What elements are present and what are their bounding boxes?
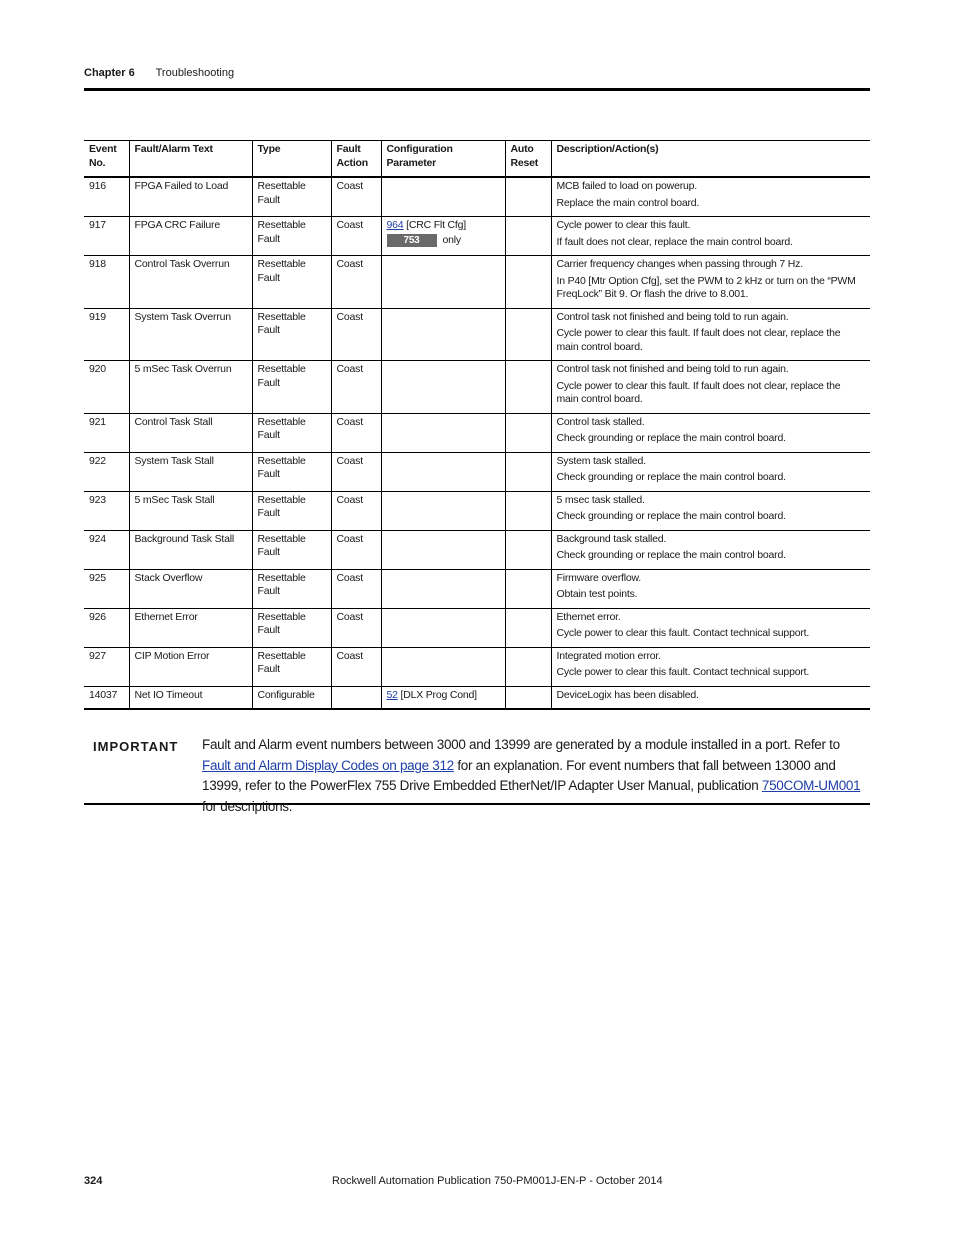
cell-config-param bbox=[381, 452, 505, 491]
desc-action: Obtain test points. bbox=[556, 588, 638, 600]
cell-fault-action: Coast bbox=[331, 256, 381, 309]
cell-type: Resettable Fault bbox=[252, 530, 331, 569]
cell-fault-text: Stack Overflow bbox=[129, 569, 252, 608]
cell-auto-reset bbox=[505, 361, 551, 414]
cell-description bbox=[551, 491, 870, 530]
desc-cause: Firmware overflow. bbox=[556, 571, 642, 584]
cell-event-no: 923 bbox=[89, 493, 106, 506]
cell-type: Configurable bbox=[252, 686, 331, 709]
cell-config-param bbox=[381, 569, 505, 608]
cell-fault-action: Coast bbox=[331, 308, 381, 361]
cell-auto-reset bbox=[505, 608, 551, 647]
col-fault-action: Fault Action bbox=[331, 141, 381, 178]
cell-type: Resettable Fault bbox=[252, 256, 331, 309]
table-row bbox=[84, 686, 870, 709]
cell-type: Resettable Fault bbox=[252, 569, 331, 608]
cell-type: Resettable Fault bbox=[252, 308, 331, 361]
cell-fault-text: System Task Overrun bbox=[129, 308, 252, 361]
cell-description bbox=[551, 452, 870, 491]
cell-type: Resettable Fault bbox=[252, 647, 331, 686]
table-row bbox=[84, 608, 870, 647]
col-type: Type bbox=[252, 141, 331, 178]
cell-description bbox=[551, 608, 870, 647]
table-row bbox=[84, 530, 870, 569]
desc-action: Check grounding or replace the main control board. bbox=[556, 432, 786, 444]
section-label: Troubleshooting bbox=[155, 67, 235, 79]
desc-action: Cycle power to clear this fault. If fault does not clear, replace the main control board. bbox=[556, 379, 841, 405]
cell-description bbox=[551, 361, 870, 414]
publication-link[interactable]: 750COM-UM001 bbox=[761, 778, 861, 793]
cell-auto-reset bbox=[505, 177, 551, 217]
cell-fault-action: Coast bbox=[331, 413, 381, 452]
cell-event-no: 926 bbox=[89, 610, 106, 623]
cell-description bbox=[551, 256, 870, 309]
col-description: Description/Action(s) bbox=[551, 141, 870, 178]
desc-cause: Control task not finished and being told to run again. bbox=[556, 310, 789, 323]
fault-alarm-codes-link[interactable]: Fault and Alarm Display Codes on page 312 bbox=[202, 757, 454, 773]
table-row bbox=[84, 413, 870, 452]
desc-cause: Integrated motion error. bbox=[556, 649, 661, 662]
cell-fault-text: Net IO Timeout bbox=[129, 686, 252, 709]
important-text-1: Fault and Alarm event numbers between 3000 and 13999 are generated by a module installed in a port. Refer to bbox=[202, 737, 840, 752]
cell-event-no: 916 bbox=[89, 180, 106, 192]
col-event-no: Event No. bbox=[89, 143, 117, 169]
cell-description bbox=[551, 569, 870, 608]
cell-fault-text: 5 mSec Task Overrun bbox=[129, 361, 252, 414]
cell-config-param bbox=[381, 308, 505, 361]
param-964-link[interactable]: 964 bbox=[386, 219, 404, 231]
cell-config-param bbox=[381, 256, 505, 309]
table-row bbox=[84, 308, 870, 361]
fault-alarm-table bbox=[84, 140, 870, 710]
table-row bbox=[84, 217, 870, 256]
col-config-param: Configuration Parameter bbox=[381, 141, 505, 178]
cell-event-no: 921 bbox=[89, 415, 106, 428]
only-label: only bbox=[442, 233, 461, 246]
desc-cause: MCB failed to load on powerup. bbox=[556, 180, 698, 192]
page-header bbox=[84, 67, 234, 79]
chapter-label: Chapter 6 bbox=[84, 67, 135, 79]
cell-fault-text: Control Task Overrun bbox=[129, 256, 252, 309]
cell-fault-action: Coast bbox=[331, 569, 381, 608]
important-text-3: for descriptions. bbox=[202, 798, 293, 814]
cell-config-param bbox=[381, 491, 505, 530]
important-label: IMPORTANT bbox=[93, 739, 179, 754]
desc-action: In P40 [Mtr Option Cfg], set the PWM to 2 kHz or turn on the “PWM FreqLock” Bit 9. Or flash the drive to 8.001. bbox=[556, 274, 856, 300]
desc-action: Replace the main control board. bbox=[556, 196, 700, 209]
cell-fault-action: Coast bbox=[331, 361, 381, 414]
cell-fault-text: 5 mSec Task Stall bbox=[129, 491, 252, 530]
cell-fault-text: FPGA CRC Failure bbox=[129, 217, 252, 256]
param-52-link[interactable]: 52 bbox=[386, 688, 398, 701]
cell-event-no: 919 bbox=[89, 310, 106, 323]
cell-fault-text: Background Task Stall bbox=[129, 530, 252, 569]
cell-fault-action: Coast bbox=[331, 177, 381, 217]
cell-type: Resettable Fault bbox=[252, 608, 331, 647]
table-row bbox=[84, 256, 870, 309]
table-row bbox=[84, 361, 870, 414]
cell-config-param bbox=[381, 413, 505, 452]
desc-cause: Cycle power to clear this fault. bbox=[556, 219, 691, 231]
desc-action: Check grounding or replace the main control board. bbox=[556, 510, 786, 522]
cell-auto-reset bbox=[505, 647, 551, 686]
desc-cause: System task stalled. bbox=[556, 454, 646, 467]
cell-event-no: 924 bbox=[89, 532, 106, 545]
col-auto-reset: Auto Reset bbox=[505, 141, 551, 178]
desc-cause: Background task stalled. bbox=[556, 532, 667, 545]
cell-description bbox=[551, 413, 870, 452]
cell-auto-reset bbox=[505, 530, 551, 569]
cell-auto-reset bbox=[505, 308, 551, 361]
table-header-row bbox=[84, 141, 870, 178]
table-row bbox=[84, 452, 870, 491]
cell-type: Resettable Fault bbox=[252, 177, 331, 217]
col-fault-text: Fault/Alarm Text bbox=[129, 141, 252, 178]
cell-fault-text: Ethernet Error bbox=[129, 608, 252, 647]
cell-auto-reset bbox=[505, 569, 551, 608]
desc-action: Check grounding or replace the main control board. bbox=[556, 471, 786, 483]
cell-fault-text: System Task Stall bbox=[129, 452, 252, 491]
cell-fault-action: Coast bbox=[331, 491, 381, 530]
page-number: 324 bbox=[84, 1175, 103, 1187]
cell-config-param bbox=[381, 530, 505, 569]
cell-description bbox=[551, 217, 870, 256]
cell-fault-action: Coast bbox=[331, 608, 381, 647]
cell-auto-reset bbox=[505, 452, 551, 491]
cell-fault-text: FPGA Failed to Load bbox=[129, 177, 252, 217]
cell-fault-action: Coast bbox=[331, 530, 381, 569]
param-name: [DLX Prog Cond] bbox=[397, 688, 477, 701]
desc-cause: 5 msec task stalled. bbox=[556, 493, 645, 506]
desc-action: Check grounding or replace the main control board. bbox=[556, 549, 786, 561]
desc-cause: Carrier frequency changes when passing through 7 Hz. bbox=[556, 258, 803, 270]
cell-config-param bbox=[381, 608, 505, 647]
cell-config-param bbox=[381, 177, 505, 217]
cell-fault-action bbox=[331, 686, 381, 709]
cell-fault-action: Coast bbox=[331, 647, 381, 686]
cell-event-no: 14037 bbox=[89, 688, 118, 701]
cell-description bbox=[551, 686, 870, 709]
cell-config-param bbox=[381, 647, 505, 686]
cell-type: Resettable Fault bbox=[252, 361, 331, 414]
cell-config-param bbox=[381, 217, 505, 256]
important-text bbox=[202, 735, 870, 817]
cell-auto-reset bbox=[505, 413, 551, 452]
cell-auto-reset bbox=[505, 217, 551, 256]
important-note bbox=[84, 733, 870, 814]
cell-event-no: 920 bbox=[89, 363, 106, 375]
desc-action: Cycle power to clear this fault. Contact technical support. bbox=[556, 666, 810, 678]
cell-event-no: 922 bbox=[89, 454, 106, 467]
desc-cause: Ethernet error. bbox=[556, 610, 621, 623]
publication-footer: Rockwell Automation Publication 750-PM001J-EN-P - October 2014 bbox=[332, 1175, 663, 1187]
cell-event-no: 917 bbox=[89, 219, 106, 231]
cell-description bbox=[551, 647, 870, 686]
desc-cause: DeviceLogix has been disabled. bbox=[556, 688, 699, 701]
cell-fault-text: CIP Motion Error bbox=[129, 647, 252, 686]
cell-fault-action: Coast bbox=[331, 217, 381, 256]
cell-config-param bbox=[381, 361, 505, 414]
cell-event-no: 918 bbox=[89, 258, 106, 270]
important-text-2: for an explanation. For event numbers that fall between 13000 and 13999, refer to the PowerFlex 755 Drive Embedded EtherNet/IP Adapter User Manual, publication bbox=[202, 757, 836, 793]
cell-type: Resettable Fault bbox=[252, 452, 331, 491]
cell-type: Resettable Fault bbox=[252, 413, 331, 452]
drive-753-badge: 753 bbox=[387, 234, 437, 247]
cell-description bbox=[551, 177, 870, 217]
desc-action: If fault does not clear, replace the main control board. bbox=[556, 235, 793, 248]
table-row bbox=[84, 647, 870, 686]
table-row bbox=[84, 177, 870, 217]
desc-action: Cycle power to clear this fault. Contact technical support. bbox=[556, 627, 810, 639]
cell-description bbox=[551, 308, 870, 361]
cell-config-param bbox=[381, 686, 505, 709]
desc-cause: Control task stalled. bbox=[556, 415, 645, 428]
cell-auto-reset bbox=[505, 686, 551, 709]
cell-description bbox=[551, 530, 870, 569]
desc-action: Cycle power to clear this fault. If fault does not clear, replace the main control board. bbox=[556, 327, 841, 353]
cell-fault-action: Coast bbox=[331, 452, 381, 491]
cell-type: Resettable Fault bbox=[252, 217, 331, 256]
header-rule bbox=[84, 88, 870, 91]
cell-auto-reset bbox=[505, 256, 551, 309]
cell-auto-reset bbox=[505, 491, 551, 530]
desc-cause: Control task not finished and being told to run again. bbox=[556, 363, 789, 375]
table-row bbox=[84, 491, 870, 530]
table-row bbox=[84, 569, 870, 608]
cell-event-no: 925 bbox=[89, 571, 106, 584]
cell-event-no: 927 bbox=[89, 649, 106, 662]
param-name: [CRC Flt Cfg] bbox=[403, 219, 466, 231]
cell-type: Resettable Fault bbox=[252, 491, 331, 530]
cell-fault-text: Control Task Stall bbox=[129, 413, 252, 452]
